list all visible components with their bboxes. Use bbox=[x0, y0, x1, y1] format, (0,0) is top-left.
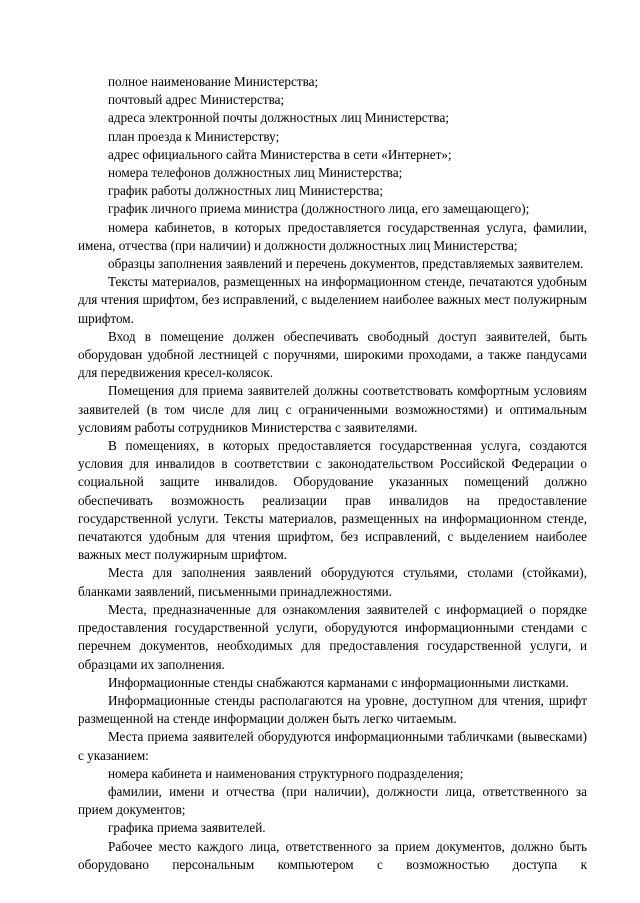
list-item-reception-schedule: график личного приема министра (должностного лица, его замещающего); bbox=[108, 201, 530, 217]
list-item-website-address: адрес официального сайта Министерства в сети «Интернет»; bbox=[108, 146, 452, 162]
list-item-form-samples: образцы заполнения заявлений и перечень документов, представляемых заявителем. bbox=[108, 256, 584, 272]
paragraph-stand-texts: Тексты материалов, размещенных на информационном стенде, печатаются удобным для чтения шрифтом, без исправлений, с выделением наиболее важных мест полужирным шрифтом. bbox=[78, 274, 587, 326]
list-item-route-plan: план проезда к Министерству; bbox=[108, 128, 280, 144]
paragraph-reception-premises: Помещения для приема заявителей должны соответствовать комфортным условиям заявителей (в том числе для лиц с ограниченными возможностями) и оптимальным условиям работы сотрудников Министерства с заявителями. bbox=[78, 383, 587, 435]
paragraph-stand-pockets: Информационные стенды снабжаются карманами с информационными листками. bbox=[108, 674, 569, 690]
paragraph-disability-conditions: В помещениях, в которых предоставляется государственная услуга, создаются условия для инвалидов в соответствии с законодательством Российской Федерации о социальной защите инвалидов. Оборудование указанных помещений должно обеспечивать возможность реализации прав инвалидов на предоставление государственной услуги. Тексты материалов, размещенных на информационном стенде, печатаются удобным для чтения шрифтом, без исправлений, с выделением наиболее важных мест полужирным шрифтом. bbox=[78, 438, 587, 563]
list-item-responsible-person: фамилии, имени и отчества (при наличии), должности лица, ответственного за прием документов; bbox=[78, 783, 587, 818]
list-item-room-and-department: номера кабинета и наименования структурного подразделения; bbox=[108, 765, 464, 781]
list-item-email-addresses: адреса электронной почты должностных лиц Министерства; bbox=[108, 110, 449, 126]
list-item-phone-numbers: номера телефонов должностных лиц Министерства; bbox=[108, 165, 403, 181]
paragraph-entrance-access: Вход в помещение должен обеспечивать свободный доступ заявителей, быть оборудован удобной лестницей с поручнями, широкими проходами, а также пандусами для передвижения кресел-колясок. bbox=[78, 328, 587, 381]
list-item-room-numbers: номера кабинетов, в которых предоставляется государственная услуга, фамилии, имена, отчества (при наличии) и должности должностных лиц Министерства; bbox=[78, 219, 587, 253]
list-item-postal-address: почтовый адрес Министерства; bbox=[108, 92, 285, 108]
list-item-reception-hours: графика приема заявителей. bbox=[108, 820, 266, 836]
paragraph-workplace-equipment: Рабочее место каждого лица, ответственного за прием документов, должно быть оборудовано персональным компьютером с возможностью доступа к bbox=[78, 838, 587, 872]
paragraph-information-places: Места, предназначенные для ознакомления заявителей с информацией о порядке предоставления государственной услуги, оборудуются информационными стендами с перечнем документов, необходимых для предоставления государственной услуги, и образцами их заполнения. bbox=[78, 601, 587, 672]
paragraph-form-filling-places: Места для заполнения заявлений оборудуются стульями, столами (стойками), бланками заявлений, письменными принадлежностями. bbox=[78, 565, 587, 599]
list-item-work-schedule: график работы должностных лиц Министерства; bbox=[108, 183, 384, 199]
document-body bbox=[78, 73, 587, 874]
paragraph-reception-signs: Места приема заявителей оборудуются информационными табличками (вывесками) с указанием: bbox=[78, 729, 587, 763]
paragraph-stand-placement: Информационные стенды располагаются на уровне, доступном для чтения, шрифт размещенной на стенде информации должен быть легко читаемым. bbox=[78, 692, 587, 727]
list-item-ministry-name: полное наименование Министерства; bbox=[108, 74, 319, 89]
